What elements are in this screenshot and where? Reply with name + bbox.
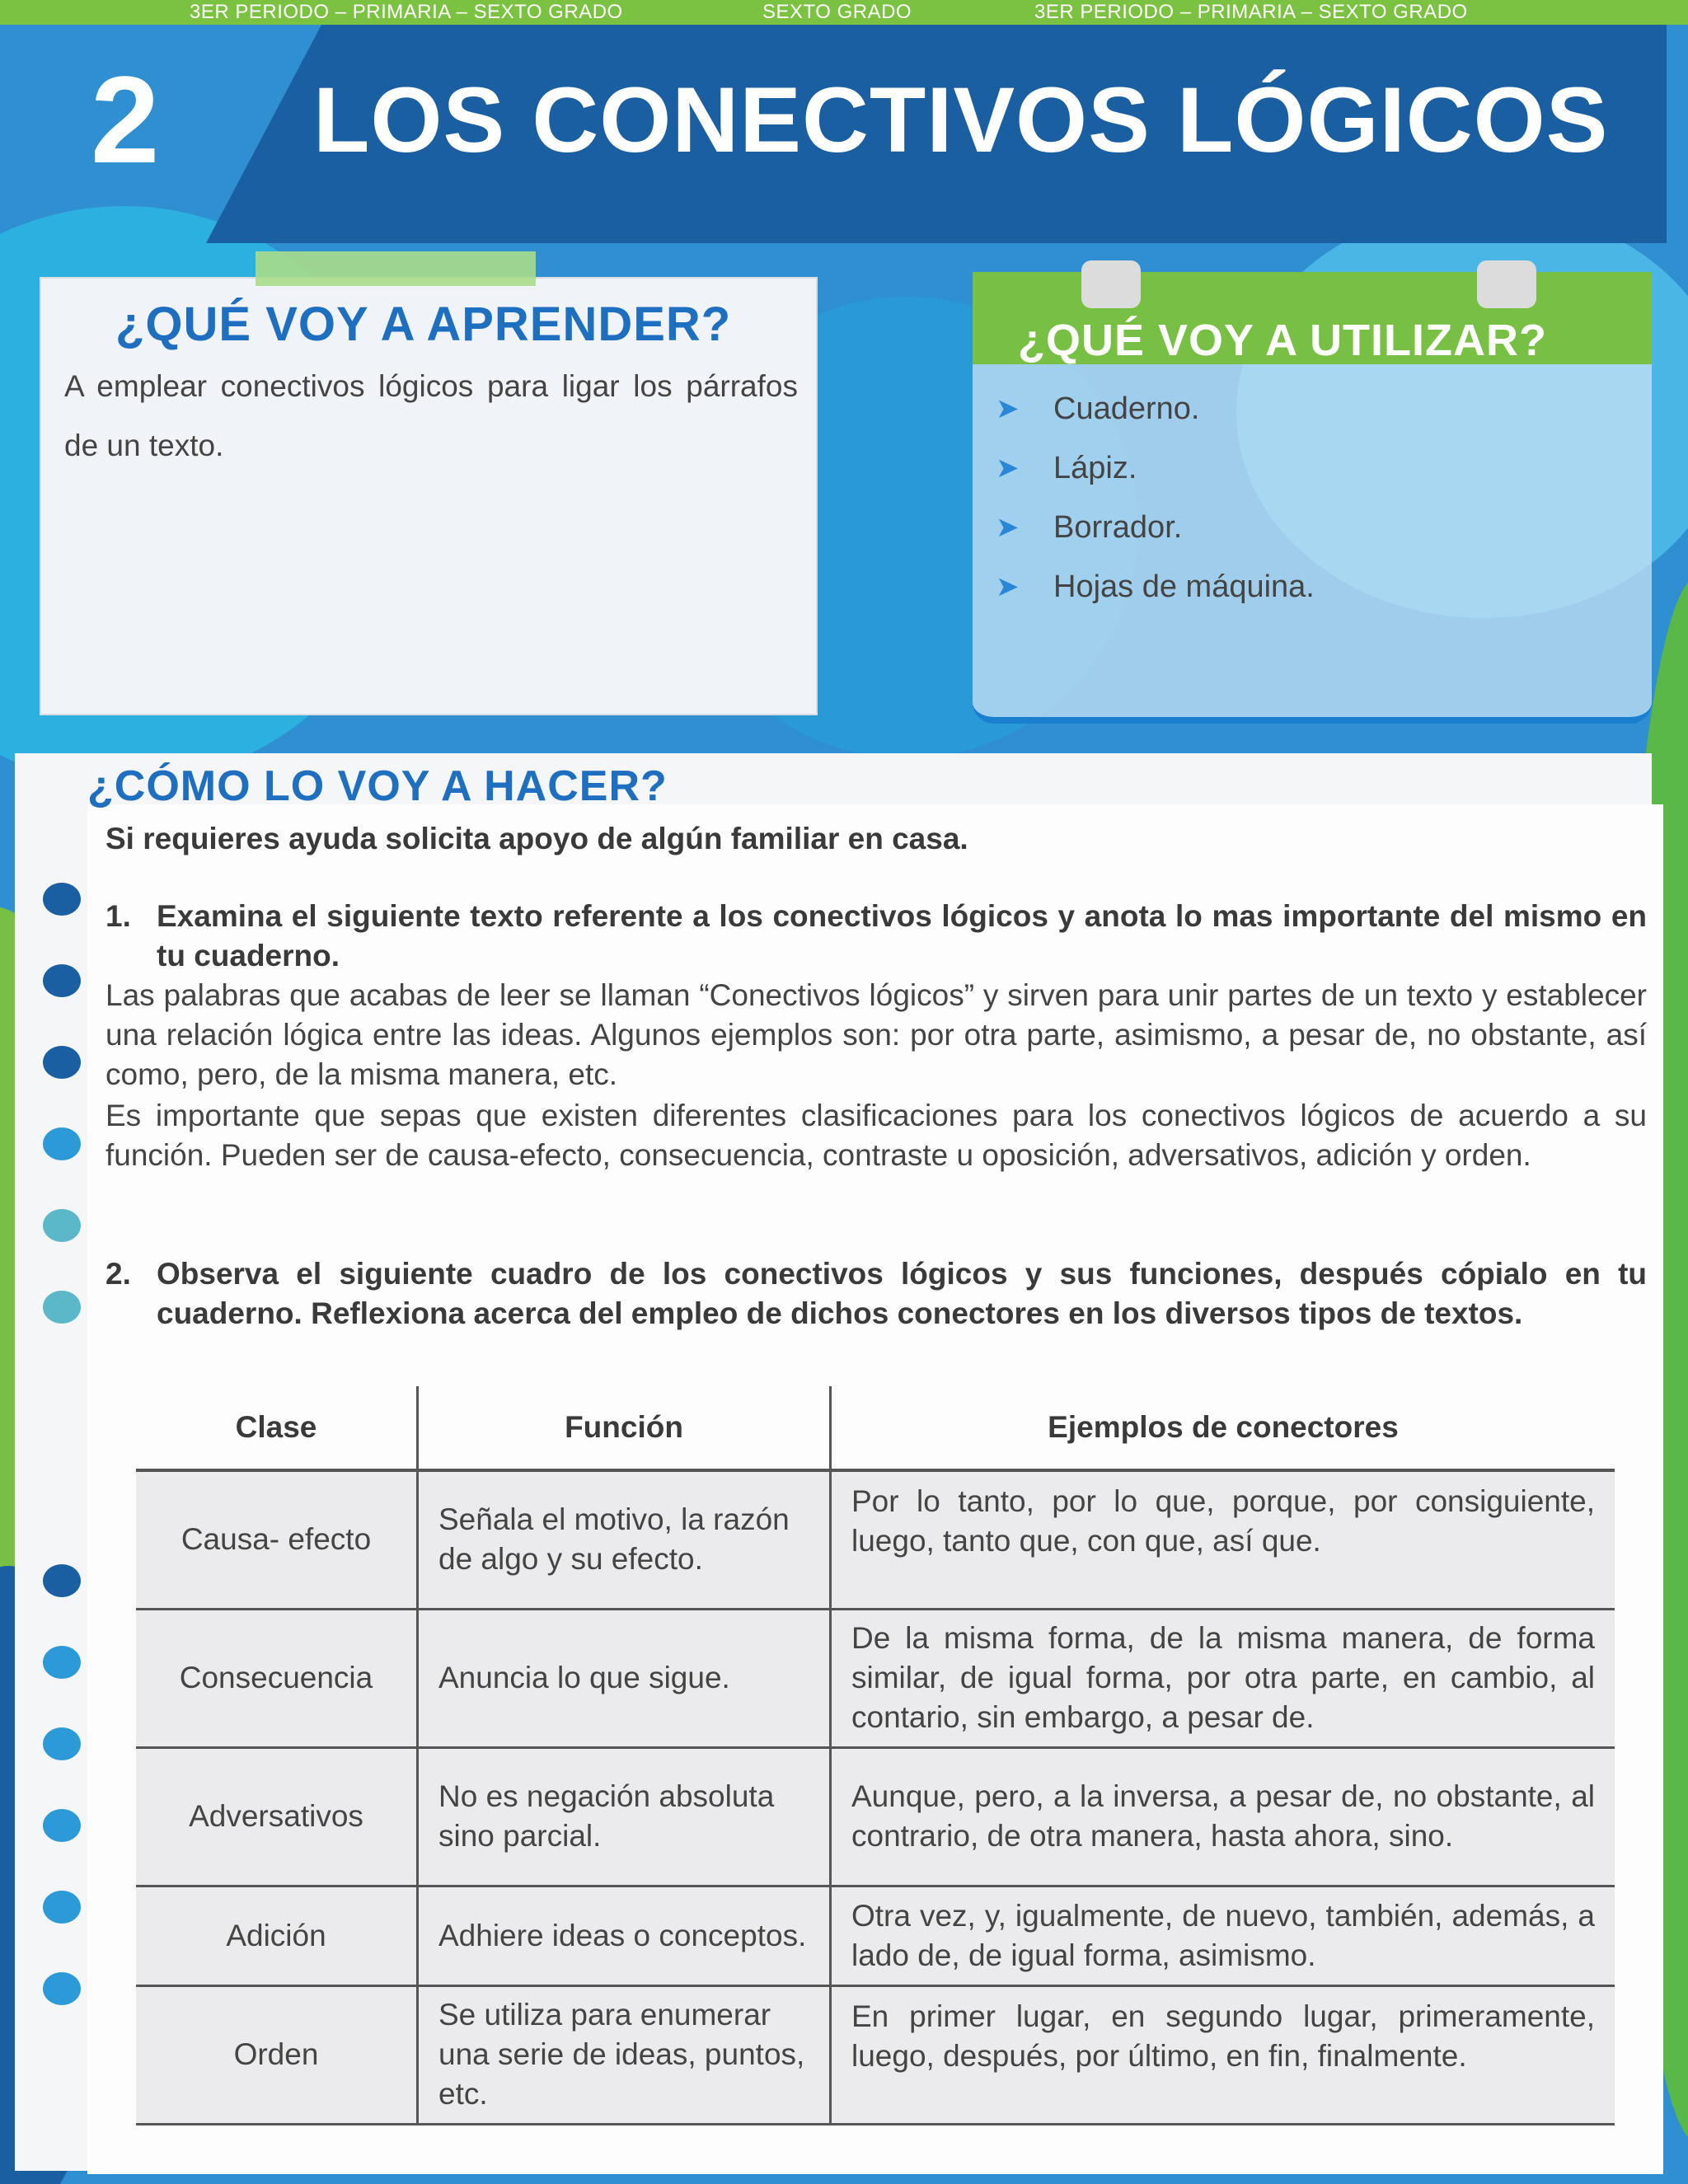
list-item <box>996 438 1315 498</box>
binder-hole <box>43 1564 81 1597</box>
list-item-label: Hojas de máquina. <box>1053 569 1315 604</box>
arrow-bullet-icon: ➤ <box>996 571 1020 602</box>
list-item <box>996 379 1315 438</box>
arrow-bullet-icon: ➤ <box>996 512 1020 543</box>
step-2 <box>106 1254 1647 1333</box>
materials-card <box>973 272 1652 724</box>
binder-hole <box>43 1291 81 1324</box>
connectors-table <box>136 1386 1615 2125</box>
step-number: 2. <box>106 1257 131 1291</box>
binder-hole <box>43 1727 81 1760</box>
table-row <box>136 1470 1615 1609</box>
step-1 <box>106 897 1647 976</box>
binder-hole <box>43 1891 81 1924</box>
list-item-label: Borrador. <box>1053 510 1183 545</box>
materials-heading: ¿QUÉ VOY A UTILIZAR? <box>1018 316 1548 365</box>
binder-hole <box>43 964 81 997</box>
paragraph-2: Es importante que sepas que existen diferentes clasificaciones para los conectivos lógicos de acuerdo a su función. Pueden ser de causa-efecto, consecuencia, contraste u oposición, adversativos, adición y orden. <box>106 1099 1647 1172</box>
binder-hole <box>43 1209 81 1242</box>
examples-cell: Aunque, pero, a la inversa, a pesar de, no obstante, al contrario, de otra manera, hasta ahora, sino. <box>831 1747 1615 1886</box>
binder-hole <box>43 883 81 916</box>
table-row <box>136 1609 1615 1747</box>
clip-decoration <box>1477 260 1536 308</box>
top-header-bar <box>0 0 1688 25</box>
paragraph-1: Las palabras que acabas de leer se llaman “Conectivos lógicos” y sirven para unir partes de un texto y establecer una relación lógica entre las ideas. Algunos ejemplos son: por otra parte, asimismo, a pesar de, no obstante, así como, pero, de la misma manera, etc. <box>106 978 1647 1091</box>
function-cell: Anuncia lo que sigue. <box>418 1609 831 1747</box>
column-header: Función <box>418 1386 831 1470</box>
list-item <box>996 557 1315 616</box>
column-header: Ejemplos de conectores <box>831 1386 1615 1470</box>
arrow-bullet-icon: ➤ <box>996 452 1020 484</box>
page-title: LOS CONECTIVOS LÓGICOS <box>313 68 1609 171</box>
table-header-row <box>136 1386 1615 1470</box>
header-center: SEXTO GRADO <box>762 1 912 23</box>
learn-card <box>41 279 816 714</box>
class-cell: Adición <box>136 1886 418 1985</box>
list-item-label: Cuaderno. <box>1053 391 1200 426</box>
list-item-label: Lápiz. <box>1053 451 1137 485</box>
examples-cell: En primer lugar, en segundo lugar, primeramente, luego, después, por último, en fin, finalmente. <box>831 1985 1615 2124</box>
function-cell: Se utiliza para enumerar una serie de ideas, puntos, etc. <box>418 1985 831 2124</box>
binder-hole <box>43 1972 81 2005</box>
help-note: Si requieres ayuda solicita apoyo de algún familiar en casa. <box>106 822 968 855</box>
class-cell: Causa- efecto <box>136 1470 418 1609</box>
step-text: Examina el siguiente texto referente a los conectivos lógicos y anota lo mas importante del mismo en tu cuaderno. <box>157 899 1647 972</box>
binder-hole <box>43 1809 81 1842</box>
examples-cell: Otra vez, y, igualmente, de nuevo, también, además, a lado de, de igual forma, asimismo. <box>831 1886 1615 1985</box>
tape-decoration <box>256 251 536 286</box>
arrow-bullet-icon: ➤ <box>996 393 1020 424</box>
step-text: Observa el siguiente cuadro de los conectivos lógicos y sus funciones, después cópialo en tu cuaderno. Reflexiona acerca del empleo de dichos conectores en los diversos tipos de textos. <box>157 1257 1647 1330</box>
header-right: 3ER PERIODO – PRIMARIA – SEXTO GRADO <box>1034 1 1468 23</box>
how-heading: ¿CÓMO LO VOY A HACER? <box>87 762 668 810</box>
learn-text: A emplear conectivos lógicos para ligar los párrafos de un texto. <box>64 369 798 462</box>
column-header: Clase <box>136 1386 418 1470</box>
function-cell: Señala el motivo, la razón de algo y su efecto. <box>418 1470 831 1609</box>
examples-cell: Por lo tanto, por lo que, porque, por consiguiente, luego, tanto que, con que, así que. <box>831 1470 1615 1609</box>
table-row <box>136 1985 1615 2124</box>
clip-decoration <box>1081 260 1141 308</box>
table-row <box>136 1747 1615 1886</box>
class-cell: Adversativos <box>136 1747 418 1886</box>
binder-hole <box>43 1046 81 1079</box>
function-cell: No es negación absoluta sino parcial. <box>418 1747 831 1886</box>
class-cell: Consecuencia <box>136 1609 418 1747</box>
learn-heading: ¿QUÉ VOY A APRENDER? <box>115 298 732 351</box>
header-left: 3ER PERIODO – PRIMARIA – SEXTO GRADO <box>190 1 623 23</box>
function-cell: Adhiere ideas o conceptos. <box>418 1886 831 1985</box>
binder-hole <box>43 1127 81 1160</box>
binder-hole <box>43 1646 81 1679</box>
examples-cell: De la misma forma, de la misma manera, de forma similar, de igual forma, por otra parte, en cambio, al contario, sin embargo, a pesar de. <box>831 1609 1615 1747</box>
unit-number: 2 <box>91 50 160 189</box>
list-item <box>996 498 1315 557</box>
step-number: 1. <box>106 899 131 933</box>
class-cell: Orden <box>136 1985 418 2124</box>
table-row <box>136 1886 1615 1985</box>
materials-list <box>996 379 1315 616</box>
